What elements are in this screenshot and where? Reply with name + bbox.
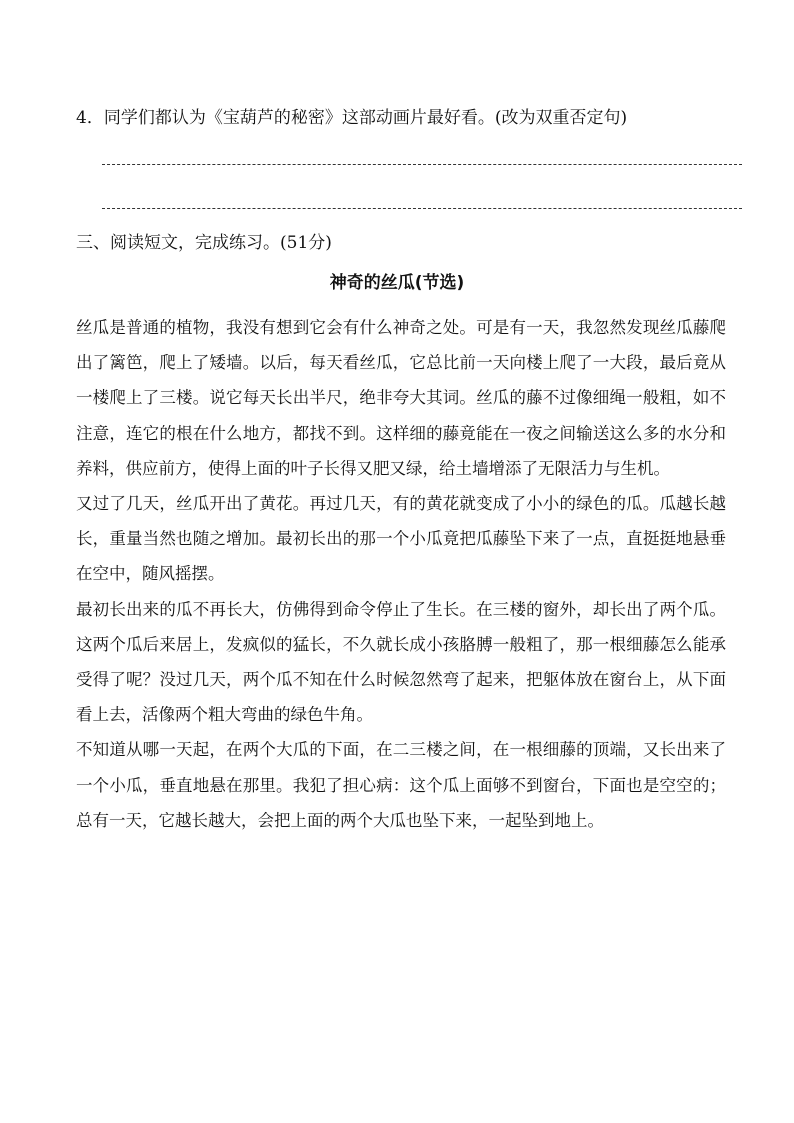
passage-paragraph-3: 最初长出来的瓜不再长大，仿佛得到命令停止了生长。在三楼的窗外，却长出了两个瓜。这两个瓜后来居上，发疯似的猛长，不久就长成小孩胳膊一般粗了，那一根细藤怎么能承受得了呢？没过几天，两个瓜不知在什么时候忽然弯了起来，把躯体放在窗台上，从下面看上去，活像两个粗大弯曲的绿色牛角。 — [76, 599, 726, 725]
passage-paragraph-4: 不知道从哪一天起，在两个大瓜的下面，在二三楼之间，在一根细藤的顶端，又长出来了一个小瓜，垂直地悬在那里。我犯了担心病：这个瓜上面够不到窗台，下面也是空空的；总有一天，它越长越大，会把上面的两个大瓜也坠下来，一起坠到地上。 — [76, 740, 726, 830]
section-3-heading: 三、阅读短文，完成练习。(51分) — [76, 233, 332, 253]
passage-paragraph-2: 又过了几天，丝瓜开出了黄花。再过几天，有的黄花就变成了小小的绿色的瓜。瓜越长越长，重量当然也随之增加。最初长出的那一个小瓜竟把瓜藤坠下来了一点，直挺挺地悬垂在空中，随风摇摆。 — [76, 494, 726, 584]
question-4: 4．同学们都认为《宝葫芦的秘密》这部动画片最好看。(改为双重否定句) — [76, 108, 628, 128]
answer-line-2[interactable] — [102, 208, 742, 209]
answer-line-1[interactable] — [102, 164, 742, 165]
passage-title: 神奇的丝瓜(节选) — [329, 273, 465, 293]
passage-paragraph-1: 丝瓜是普通的植物，我没有想到它会有什么神奇之处。可是有一天，我忽然发现丝瓜藤爬出了篱笆，爬上了矮墙。以后，每天看丝瓜，它总比前一天向楼上爬了一大段，最后竟从一楼爬上了三楼。说它每天长出半尺，绝非夸大其词。丝瓜的藤不过像细绳一般粗，如不注意，连它的根在什么地方，都找不到。这样细的藤竟能在一夜之间输送这么多的水分和养料，供应前方，使得上面的叶子长得又肥又绿，给土墙增添了无限活力与生机。 — [76, 318, 726, 478]
passage-body — [76, 310, 726, 838]
